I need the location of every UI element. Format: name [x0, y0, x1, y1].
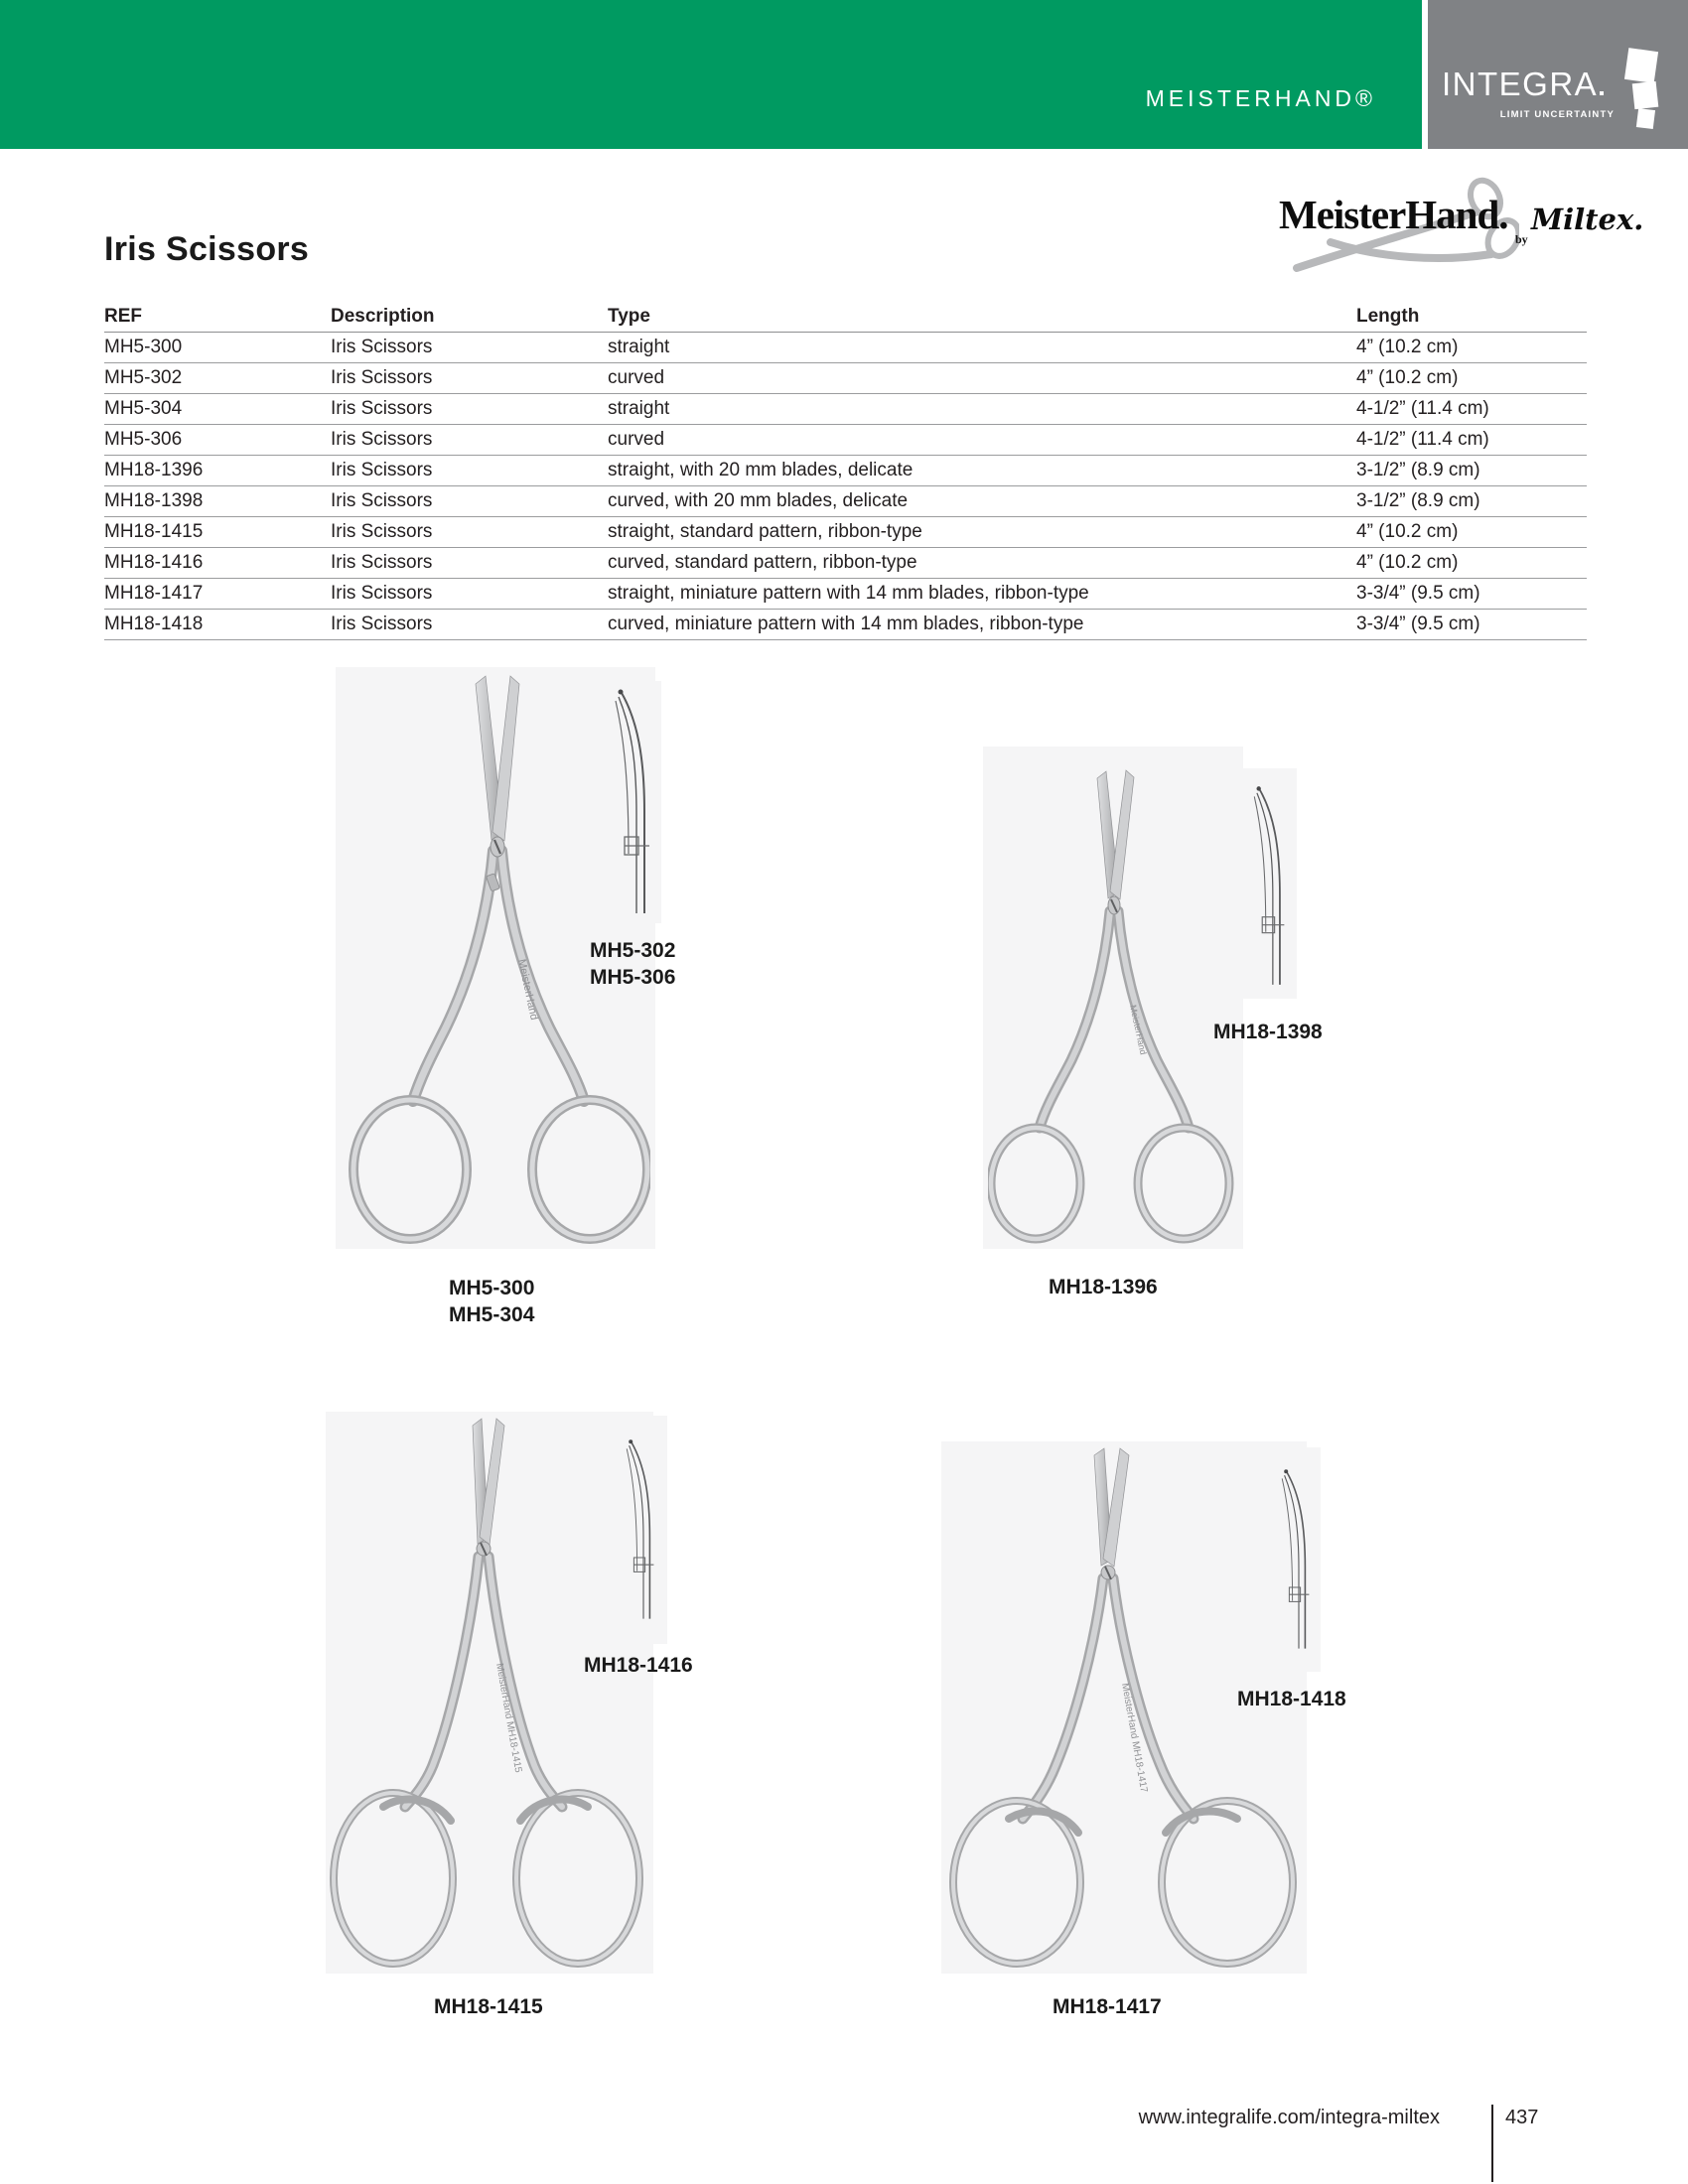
label-line: MH18-1416 [584, 1654, 693, 1677]
label-line: MH18-1415 [434, 1995, 543, 2018]
table-row [104, 610, 1587, 640]
blades [1097, 770, 1134, 899]
meisterhand-wordmark: MEISTERHAND® [1145, 85, 1376, 111]
col-header-type: Type [608, 306, 650, 327]
cell-ref: MH18-1416 [104, 552, 204, 573]
product-label-inset [1213, 1019, 1323, 1045]
shanks [1040, 911, 1189, 1128]
page-number: 437 [1505, 2107, 1539, 2128]
cell-type: curved [608, 367, 665, 388]
table-row [104, 333, 1587, 363]
brand-miltex-text: Miltex. [1531, 203, 1644, 236]
cell-description: Iris Scissors [331, 460, 433, 480]
blades [1094, 1448, 1129, 1567]
cell-length: 4” (10.2 cm) [1356, 552, 1459, 573]
col-header-description: Description [331, 306, 435, 327]
cell-type: curved, standard pattern, ribbon-type [608, 552, 917, 573]
table-row [104, 486, 1587, 517]
integra-tagline: LIMIT UNCERTAINTY [1499, 109, 1615, 120]
col-header-length: Length [1356, 306, 1420, 327]
table-row [104, 579, 1587, 610]
blades [476, 676, 519, 841]
integra-squares-icon [1618, 48, 1670, 141]
product-label-main [449, 1275, 534, 1328]
label-line: MH18-1417 [1053, 1995, 1162, 2018]
cell-type: straight [608, 337, 670, 357]
cell-description: Iris Scissors [331, 521, 433, 542]
cell-length: 4” (10.2 cm) [1356, 337, 1459, 357]
cell-length: 3-3/4” (9.5 cm) [1356, 614, 1480, 634]
cell-ref: MH18-1417 [104, 583, 204, 604]
cell-description: Iris Scissors [331, 490, 433, 511]
cell-description: Iris Scissors [331, 398, 433, 419]
page-title: Iris Scissors [104, 230, 310, 268]
cell-length: 4-1/2” (11.4 cm) [1356, 429, 1489, 450]
inset-curved-tip-photo [1233, 772, 1295, 996]
product-label-main [1053, 1993, 1162, 2020]
finger-rings [353, 1100, 647, 1239]
footer-divider [1491, 2105, 1493, 2182]
brand-name-text: MeisterHand. [1279, 192, 1508, 237]
integra-logo: INTEGRA [1442, 66, 1604, 103]
label-line: MH18-1398 [1213, 1021, 1323, 1043]
scissors-photo-delicate-iris [988, 752, 1236, 1244]
inset-curved-tip-photo [592, 683, 661, 916]
pivot [477, 1542, 491, 1556]
product-label-inset [1237, 1686, 1346, 1712]
cell-description: Iris Scissors [331, 367, 433, 388]
engraving-text: MeisterHand MH18-1417 [1119, 1682, 1150, 1794]
label-line: MH18-1396 [1049, 1276, 1158, 1298]
product-label-inset [590, 937, 675, 991]
cell-length: 4” (10.2 cm) [1356, 367, 1459, 388]
product-label-main [434, 1993, 543, 2020]
cell-length: 3-1/2” (8.9 cm) [1356, 460, 1480, 480]
label-line: MH5-306 [590, 966, 676, 989]
table-header-row [104, 304, 1587, 333]
cell-length: 4” (10.2 cm) [1356, 521, 1459, 542]
cell-description: Iris Scissors [331, 337, 433, 357]
cell-ref: MH5-306 [104, 429, 183, 450]
cell-ref: MH18-1418 [104, 614, 204, 634]
engraving-text: MeisterHand [1128, 1004, 1149, 1056]
shanks [1023, 1578, 1194, 1819]
cell-description: Iris Scissors [331, 583, 433, 604]
inset-curved-tip-photo [1263, 1449, 1319, 1666]
cell-length: 3-3/4” (9.5 cm) [1356, 583, 1480, 604]
cell-description: Iris Scissors [331, 552, 433, 573]
product-label-inset [584, 1652, 693, 1679]
finger-rings [334, 1793, 639, 1964]
cell-type: curved [608, 429, 665, 450]
table-row [104, 548, 1587, 579]
cell-ref: MH5-304 [104, 398, 183, 419]
spec-table [104, 304, 1587, 640]
cell-ref: MH18-1415 [104, 521, 204, 542]
cell-type: straight, standard pattern, ribbon-type [608, 521, 922, 542]
cell-ref: MH18-1396 [104, 460, 204, 480]
finger-rings [953, 1801, 1293, 1964]
cell-type: straight, miniature pattern with 14 mm blades, ribbon-type [608, 583, 1089, 604]
product-label-main [1049, 1274, 1158, 1300]
cell-ref: MH5-300 [104, 337, 183, 357]
label-line: MH5-304 [449, 1303, 535, 1326]
cell-length: 3-1/2” (8.9 cm) [1356, 490, 1480, 511]
table-row [104, 363, 1587, 394]
inset-curved-tip-photo [608, 1418, 663, 1638]
table-row [104, 517, 1587, 548]
blades [473, 1419, 504, 1545]
label-line: MH5-300 [449, 1277, 535, 1299]
meisterhand-miltex-logo [1271, 149, 1668, 278]
shanks [405, 1557, 562, 1807]
cell-type: curved, with 20 mm blades, delicate [608, 490, 909, 511]
table-row [104, 425, 1587, 456]
engraving-text: MeisterHand MH18-1415 [493, 1662, 524, 1774]
cell-description: Iris Scissors [331, 614, 433, 634]
footer-url[interactable]: www.integralife.com/integra-miltex [1138, 2107, 1440, 2128]
pivot [1101, 1566, 1115, 1579]
label-line: MH5-302 [590, 939, 676, 962]
finger-rings [991, 1128, 1229, 1239]
cell-description: Iris Scissors [331, 429, 433, 450]
table-row [104, 456, 1587, 486]
cell-type: curved, miniature pattern with 14 mm blades, ribbon-type [608, 614, 1084, 634]
header-green-bar [0, 0, 1422, 149]
cell-type: straight [608, 398, 670, 419]
pivot [1108, 896, 1120, 914]
scissors-photo-ribbon-standard [330, 1416, 645, 1970]
brand-by-text: by [1515, 232, 1528, 246]
cell-length: 4-1/2” (11.4 cm) [1356, 398, 1489, 419]
col-header-ref: REF [104, 306, 142, 327]
table-row [104, 394, 1587, 425]
cell-ref: MH5-302 [104, 367, 183, 388]
cell-ref: MH18-1398 [104, 490, 204, 511]
label-line: MH18-1418 [1237, 1688, 1346, 1710]
cell-type: straight, with 20 mm blades, delicate [608, 460, 914, 480]
engraving-text: MeisterHand [515, 958, 540, 1022]
